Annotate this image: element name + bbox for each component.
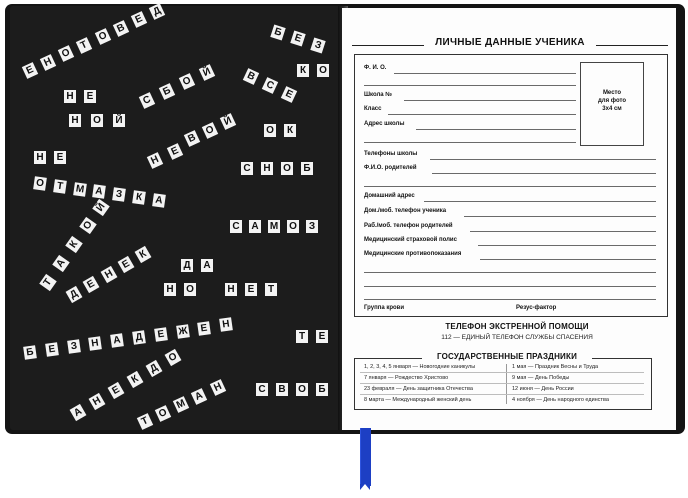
letter-tile: Н: [225, 283, 237, 296]
form-line: [432, 173, 656, 174]
letter-tile: Б: [301, 162, 313, 175]
letter-tile: Е: [84, 90, 96, 103]
form-line: [364, 272, 656, 273]
letter-tile: К: [127, 371, 144, 388]
letter-tile: С: [262, 77, 278, 94]
form-line: [478, 245, 656, 246]
letter-tile: А: [52, 255, 70, 272]
field-label: Дом./моб. телефон ученика: [364, 208, 447, 214]
field-label: Резус-фактор: [516, 305, 557, 311]
letter-tile: Е: [154, 327, 168, 342]
field-label: Класс: [364, 106, 382, 112]
title-rule-left: [352, 45, 424, 46]
letter-tile: Н: [219, 318, 233, 333]
form-line: [424, 201, 656, 202]
letter-tile: Т: [296, 330, 308, 343]
letter-tile: О: [281, 162, 293, 175]
letter-tile: О: [58, 45, 74, 62]
letter-tile: Й: [92, 198, 110, 215]
letter-tile: О: [79, 217, 97, 234]
letter-tile: О: [264, 124, 276, 137]
letter-tile: Б: [159, 83, 175, 100]
letter-tile: С: [139, 92, 155, 109]
form-line: [364, 286, 656, 287]
letter-tile: М: [74, 183, 85, 196]
letter-tile: К: [297, 64, 309, 77]
letter-tile: Н: [69, 114, 81, 127]
letter-tile: Б: [316, 383, 328, 396]
letter-tile: Т: [53, 179, 67, 194]
field-label: Медицинский страховой полис: [364, 237, 457, 243]
letter-tile: О: [317, 64, 329, 77]
photo-label-line: 3х4 см: [602, 106, 622, 112]
holiday-item: 8 марта — Международный женский день: [364, 397, 472, 403]
letter-tile: Д: [146, 360, 163, 377]
letter-tile: А: [249, 220, 261, 233]
letter-tile: Й: [199, 64, 215, 81]
letter-tile: А: [201, 259, 213, 272]
letter-tile: Д: [132, 330, 146, 345]
field-label: Группа крови: [364, 305, 405, 311]
letter-tile: Д: [181, 259, 193, 272]
letter-tile: В: [243, 68, 259, 85]
field-label: Телефоны школы: [364, 151, 418, 157]
letter-tile: Е: [54, 151, 66, 164]
field-label: Ф. И. О.: [364, 65, 387, 71]
title-rule-right: [596, 45, 668, 46]
letter-tile: В: [184, 130, 200, 147]
letter-tile: Б: [270, 24, 285, 40]
letter-tile: Е: [131, 11, 147, 28]
letter-tile: О: [91, 114, 103, 127]
letter-tile: Е: [290, 31, 305, 47]
holidays-divider: [506, 364, 507, 404]
letter-tile: Н: [164, 283, 176, 296]
letter-tile: Д: [66, 286, 83, 303]
letter-tile: О: [33, 176, 47, 191]
form-line: [480, 259, 656, 260]
form-title-text: ЛИЧНЫЕ ДАННЫЕ УЧЕНИКА: [435, 37, 585, 48]
letter-tile: В: [112, 20, 128, 37]
letter-tile: З: [306, 220, 318, 233]
letter-tile: Е: [83, 276, 100, 293]
form-line: [416, 129, 576, 130]
letter-tile: Н: [64, 90, 76, 103]
letter-tile: З: [112, 187, 126, 202]
form-line: [364, 142, 576, 143]
letter-tile: Е: [108, 382, 125, 399]
letter-tile: Й: [113, 114, 125, 127]
letter-tile: К: [66, 236, 84, 253]
photo-label-line: Место: [602, 90, 622, 96]
field-label: Раб./моб. телефон родителей: [364, 223, 453, 229]
form-title: [352, 37, 668, 53]
letter-tile: Н: [100, 266, 117, 283]
bookmark-ribbon: [360, 428, 371, 486]
letter-tile: О: [202, 122, 218, 139]
field-label: Ф.И.О. родителей: [364, 165, 417, 171]
letter-tile: З: [67, 339, 81, 354]
holiday-item: 4 ноября — День народного единства: [512, 397, 609, 403]
holiday-separator: [360, 394, 644, 395]
letter-tile: М: [173, 396, 189, 413]
letter-tile: В: [276, 383, 288, 396]
form-line: [364, 299, 656, 300]
letter-tile: Н: [34, 151, 46, 164]
letter-tile: Н: [261, 162, 273, 175]
letter-tile: С: [230, 220, 242, 233]
form-line: [464, 216, 656, 217]
letter-tile: Н: [209, 379, 225, 396]
letter-tile: Ж: [177, 324, 188, 338]
letter-tile: Е: [22, 62, 38, 79]
holiday-item: 1 мая — Праздник Весны и Труда: [512, 364, 599, 370]
letter-tile: О: [179, 73, 195, 90]
holiday-item: 7 января — Рождество Христово: [364, 375, 449, 381]
letter-tile: А: [191, 388, 207, 405]
holiday-item: 23 февраля — День защитника Отечества: [364, 386, 473, 392]
emergency-title: ТЕЛЕФОН ЭКСТРЕННОЙ ПОМОЩИ: [445, 322, 589, 331]
holiday-item: 12 июня — День России: [512, 386, 574, 392]
letter-tile: О: [296, 383, 308, 396]
letter-tile: А: [70, 404, 87, 421]
bookmark-ribbon-tip: [360, 484, 370, 490]
letter-tile: К: [132, 190, 146, 205]
form-line: [470, 231, 656, 232]
letter-tile: Н: [88, 336, 102, 351]
letter-tile: Т: [39, 274, 57, 291]
letter-tile: О: [155, 405, 171, 422]
letter-tile: Е: [316, 330, 328, 343]
letter-tile: Е: [45, 342, 59, 357]
letter-tile: А: [152, 193, 166, 208]
letter-tile: К: [284, 124, 296, 137]
left-page: [10, 6, 342, 430]
letter-tile: М: [269, 221, 279, 232]
letter-tile: Д: [149, 3, 165, 20]
letter-tile: Е: [281, 86, 297, 103]
letter-tile: Н: [147, 152, 163, 169]
letter-tile: Н: [89, 393, 106, 410]
photo-placeholder-text: [581, 89, 643, 113]
letter-tile: А: [110, 333, 124, 348]
letter-tile: С: [241, 162, 253, 175]
form-line: [404, 100, 576, 101]
letter-tile: К: [135, 246, 152, 263]
letter-tile: О: [165, 349, 182, 366]
emergency-number: 112 — ЕДИНЫЙ ТЕЛЕФОН СЛУЖБЫ СПАСЕНИЯ: [441, 334, 593, 341]
field-label: Медицинские противопоказания: [364, 251, 462, 257]
letter-tile: О: [94, 28, 110, 45]
letter-tile: С: [256, 383, 268, 396]
photo-label-line: для фото: [598, 98, 626, 104]
letter-tile: З: [310, 37, 325, 53]
letter-tile: О: [287, 220, 299, 233]
letter-tile: Н: [40, 54, 56, 71]
letter-tile: Б: [23, 345, 37, 360]
form-line: [394, 73, 576, 74]
letter-tile: Е: [118, 256, 135, 273]
form-line: [364, 186, 656, 187]
form-line: [388, 114, 576, 115]
field-label: Школа №: [364, 92, 392, 98]
holiday-separator: [360, 383, 644, 384]
letter-tile: Й: [220, 113, 236, 130]
letter-tile: Т: [265, 283, 277, 296]
holiday-item: 9 мая — День Победы: [512, 375, 570, 381]
letter-tile: Е: [197, 321, 211, 336]
field-label: Адрес школы: [364, 121, 405, 127]
holiday-separator: [360, 372, 644, 373]
letter-tile: Т: [76, 37, 92, 54]
letter-tile: Т: [137, 413, 153, 430]
field-label: Домашний адрес: [364, 193, 415, 199]
form-line: [364, 85, 576, 86]
letter-tile: А: [93, 185, 107, 200]
holiday-item: 1, 2, 3, 4, 5 января — Новогодние каникулы: [364, 364, 476, 370]
letter-tile: Е: [167, 143, 183, 160]
holidays-title: ГОСУДАРСТВЕННЫЕ ПРАЗДНИКИ: [422, 352, 592, 361]
letter-tile: Е: [245, 283, 257, 296]
letter-tile: О: [184, 283, 196, 296]
photo-placeholder: [580, 62, 644, 146]
form-line: [430, 159, 656, 160]
